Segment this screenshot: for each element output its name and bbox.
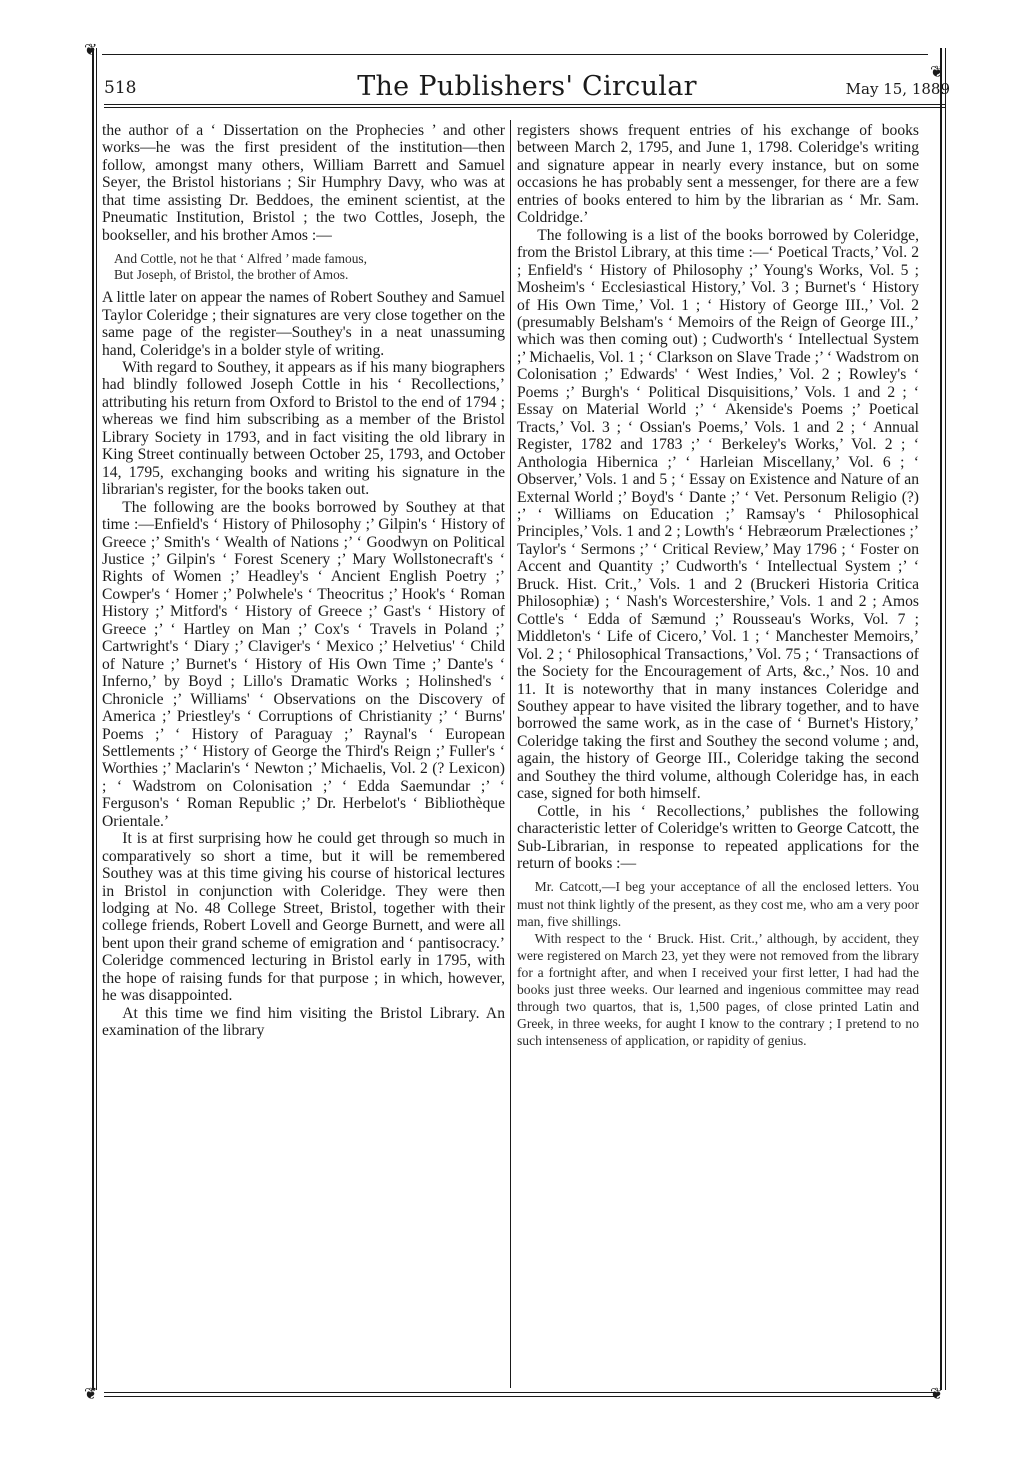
header-rule-upper — [104, 104, 946, 105]
verse-line: But Joseph, of Bristol, the brother of Amos. — [114, 267, 349, 283]
left-column — [102, 122, 505, 1040]
bottom-border-line-inner — [104, 1396, 934, 1397]
left-border-line-inner — [96, 48, 97, 1390]
letter-paragraph: Mr. Catcott,—I beg your acceptance of all the enclosed letters. You must not think lightly of the present, as they cost me, who am a very poor man, five shillings. — [517, 879, 919, 929]
letter-paragraph: With respect to the ‘ Bruck. Hist. Crit.,’ although, by accident, they were registered on March 23, yet they were not removed from the library for a fortnight after, and when I received your first letter, I had had the books just three weeks. Our learned and ingenious committee may read through two quartos, that is, 1,500 pages, of close printed Latin and Greek, in three weeks, for aught I know to the contrary ; I pretend to no such intenseness of application, or rapidity of genius. — [517, 930, 919, 1049]
running-header — [104, 68, 950, 102]
corner-ornament-top-right-icon: ❦ — [930, 62, 944, 81]
paragraph: Cottle, in his ‘ Recollections,’ publishes the following characteristic letter of Coleridge's written to George Catcott, the Sub-Librarian, in response to repeated applications for the return of books :— — [517, 802, 919, 873]
left-border-line — [92, 48, 94, 1390]
top-border-line — [102, 54, 928, 55]
corner-ornament-bottom-left-icon: ❦ — [84, 1384, 98, 1403]
paragraph: registers shows frequent entries of his exchange of books between March 2, 1795, and June 1, 1798. Coleridge's writing and signature appear in nearly every instance, but on some occasions he has probably sent a messenger, for there are a few entries of books entered to him by the librarian as ‘ Mr. Sam. Coldridge.’ — [517, 122, 919, 227]
header-rule-lower — [104, 107, 946, 108]
page-number: 518 — [104, 78, 137, 98]
bottom-border-line — [104, 1392, 934, 1393]
corner-ornament-top-left-icon: ❦ — [84, 40, 98, 59]
paragraph: It is at first surprising how he could get through so much in comparatively so short a time, but it will be remembered Southey was at this time giving his course of historical lectures in Bristol in conjunction with Coleridge. They were then lodging at No. 48 College Street, Bristol, together with their college friends, Robert Lovell and George Burnett, and were all bent upon their grand scheme of emigration and ‘ pantisocracy.’ Coleridge commenced lecturing in Bristol early in 1795, with the hope of raising funds for that purpose ; in which, however, he was disappointed. — [102, 830, 505, 1005]
column-divider — [510, 120, 511, 1388]
verse-quote — [114, 251, 505, 283]
paragraph: the author of a ‘ Dissertation on the Prophecies ’ and other works—he was the first president of the institution—then follow, amongst many others, William Barrett and Samuel Seyer, the Bristol historians ; Sir Humphry Davy, who was at that time assisting Dr. Beddoes, the eminent scientist, at the Pneumatic Institution, Bristol ; the two Cottles, Joseph, the bookseller, and his brother Amos :— — [102, 122, 505, 244]
paragraph: The following are the books borrowed by Southey at that time :—Enfield's ‘ History of Philosophy ;’ Gilpin's ‘ History of Greece ;’ Smith's ‘ Wealth of Nations ;’ ‘ Goodwyn on Political Justice ;’ Gilpin's ‘ Forest Scenery ;’ Mary Wollstonecraft's ‘ Rights of Women ;’ Headley's ‘ Ancient English Poetry ;’ Cowper's ‘ Homer ;’ Polwhele's ‘ Theocritus ;’ Hook's ‘ Roman History ;’ Mitford's ‘ History of Greece ;’ Gast's ‘ History of Greece ;’ ‘ Hartley on Man ;’ Cox's ‘ Travels in Poland ;’ Cartwright's ‘ Diary ;’ Claviger's ‘ Mexico ;’ Helvetius' ‘ Child of Nature ;’ Burnet's ‘ History of His Own Time ;’ Dante's ‘ Inferno,’ by Boyd ; Lillo's Dramatic Works ; Holinshed's ‘ Chronicle ;’ Williams' ‘ Observations on the Discovery of America ;’ Priestley's ‘ Corruptions of Christianity ;’ ‘ Burns' Poems ;’ ‘ History of Paraguay ;’ Raynal's ‘ European Settlements ;’ ‘ History of George the Third's Reign ;’ Fuller's ‘ Worthies ;’ Maclarin's ‘ Newton ;’ Michaelis, Vol. 2 (? Lexicon) ; ‘ Wadstrom on Colonisation ;’ ‘ Edda Saemundar ;’ ‘ Ferguson's ‘ Roman Republic ;’ Dr. Herbelot's ‘ Bibliothèque Orientale.’ — [102, 498, 505, 830]
verse-line: And Cottle, not he that ‘ Alfred ’ made famous, — [114, 251, 367, 267]
right-border-line — [940, 48, 942, 1390]
paragraph: A little later on appear the names of Robert Southey and Samuel Taylor Coleridge ; their signatures are very close together on the same page of the register—Southey's in a neat unassuming hand, Coleridge's in a bolder style of writing. — [102, 289, 505, 359]
right-column — [517, 122, 919, 1049]
journal-title: The Publishers' Circular — [357, 71, 697, 102]
paragraph: At this time we find him visiting the Bristol Library. An examination of the library — [102, 1004, 505, 1040]
right-border-line-inner — [945, 48, 946, 1390]
issue-date: May 15, 1889 — [845, 80, 950, 98]
corner-ornament-bottom-right-icon: ❦ — [930, 1384, 944, 1403]
paragraph: The following is a list of the books borrowed by Coleridge, from the Bristol Library, at this time :—‘ Poetical Tracts,’ Vol. 2 ; Enfield's ‘ History of Philosophy ;’ Young's Works, Vol. 5 ; Mosheim's ‘ Ecclesiastical History,’ Vol. 3 ; Burnet's ‘ History of His Own Time,’ Vol. 1 ; ‘ History of George III.,’ Vol. 2 (presumably Belsham's ‘ Memoirs of the Reign of George III.,’ which was then coming out) ; Cudworth's ‘ Intellectual System ;’ Michaelis, Vol. 1 ; ‘ Clarkson on Slave Trade ;’ ‘ Wadstrom on Colonisation ;’ Edwards' ‘ West Indies,’ Vol. 2 ; Rowley's ‘ Poems ;’ Burgh's ‘ Political Disquisitions,’ Vols. 1 and 2 ; ‘ Essay on Material World ;’ ‘ Akenside's Poems ;’ Poetical Tracts,’ Vol. 3 ; ‘ Ossian's Poems,’ Vols. 1 and 2 ; ‘ Annual Register, 1782 and 1783 ;’ ‘ Berkeley's Works,’ Vol. 2 ; ‘ Anthologia Hibernica ;’ ‘ Harleian Miscellany,’ Vol. 6 ; ‘ Observer,’ Vols. 1 and 5 ; ‘ Essay on Existence and Nature of an External World ;’ Boyd's ‘ Dante ;’ ‘ Vet. Personum Religio (?) ;’ ‘ Williams on Education ;’ Ramsay's ‘ Philosophical Principles,’ Vols. 1 and 2 ; Lowth's ‘ Hebræorum Prælectiones ;’ Taylor's ‘ Sermons ;’ ‘ Critical Review,’ May 1796 ; ‘ Foster on Accent and Quantity ;’ Cudworth's ‘ Intellectual System ;’ ‘ Bruck. Hist. Crit.,’ Vols. 1 and 2 (Bruckeri Historia Critica Philosophiæ) ; ‘ Nash's Worcestershire,’ Vols. 1 and 2 ; Amos Cottle's ‘ Edda of Sæmund ;’ Rousseau's Works, Vol. 7 ; Middleton's ‘ Life of Cicero,’ Vol. 1 ; ‘ Manchester Memoirs,’ Vol. 2 ; ‘ Philosophical Transactions,’ Vol. 75 ; ‘ Transactions of the Society for the Encouragement of Arts, &c.,’ Nos. 10 and 11. It is noteworthy that in many instances Coleridge and Southey appear to have visited the library together, and to have borrowed the same work, as in the case of ‘ Burnet's History,’ Coleridge taking the first and Southey the second volume ; and, again, the history of George III., Coleridge taking the second and Southey the third volume, although Coleridge has, in each case, signed for both himself. — [517, 226, 919, 803]
paragraph: With regard to Southey, it appears as if his many biographers had blindly followed Joseph Cottle in his ‘ Recollections,’ attributing his return from Oxford to Bristol to the end of 1794 ; whereas we find him subscribing as a member of the Bristol Library Society in 1793, and in fact visiting the old library in King Street continually between October 25, 1793, and October 14, 1795, exchanging books and writing his signature in the librarian's register, for the books taken out. — [102, 358, 505, 499]
